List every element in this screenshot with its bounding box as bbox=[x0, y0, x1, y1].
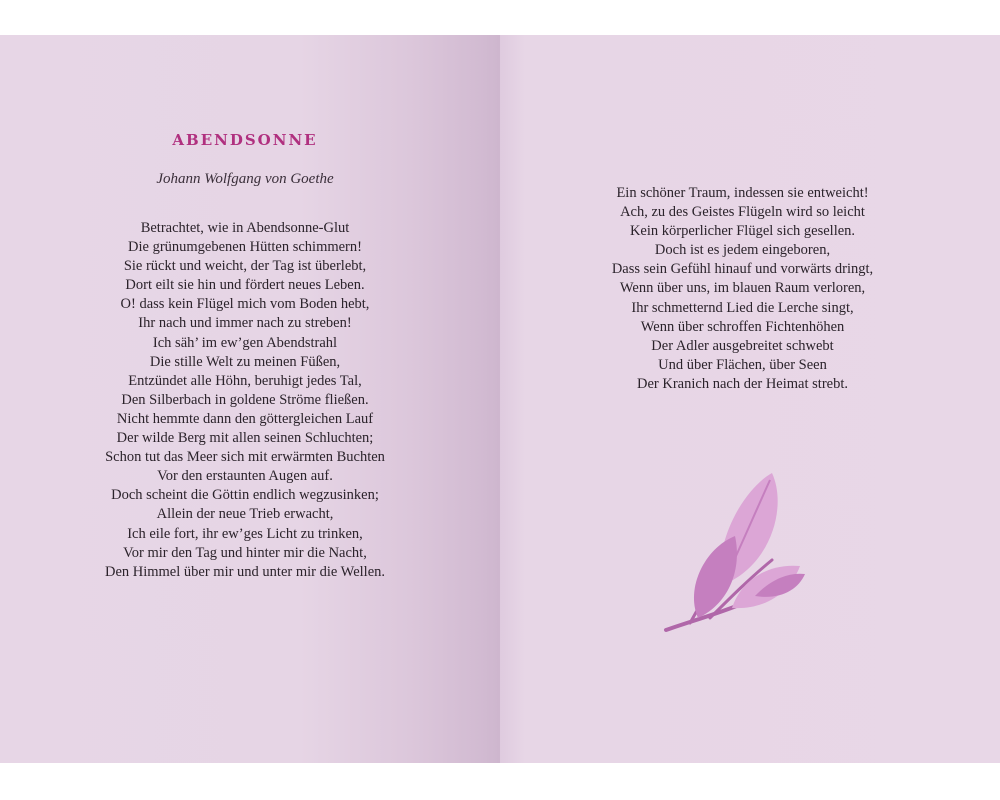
book-spread bbox=[0, 35, 1000, 763]
poem-line: Entzündet alle Höhn, beruhigt jedes Tal, bbox=[128, 372, 362, 389]
poem-title: ABENDSONNE bbox=[172, 131, 318, 149]
poem-line: O! dass kein Flügel mich vom Boden hebt, bbox=[120, 296, 370, 313]
poem-line: Ein schöner Traum, indessen sie entweicht! bbox=[616, 185, 869, 201]
poem-line: Die stille Welt zu meinen Füßen, bbox=[149, 353, 341, 370]
right-page bbox=[500, 35, 1000, 763]
poem-line: Kein körperlicher Flügel sich gesellen. bbox=[629, 223, 856, 240]
poem-line: Sie rückt und weicht, der Tag ist überlebt, bbox=[123, 258, 367, 275]
poem-line: Ich säh’ im ew’gen Abendstrahl bbox=[152, 334, 338, 351]
poem-line: Vor mir den Tag und hinter mir die Nacht, bbox=[123, 544, 367, 561]
poem-line: Wenn über schroffen Fichtenhöhen bbox=[640, 318, 845, 335]
poem-line: Nicht hemmte dann den göttergleichen Lauf bbox=[116, 410, 374, 427]
poem-line: Schon tut das Meer sich mit erwärmten Buchten bbox=[105, 449, 385, 466]
leaf-branch-icon bbox=[660, 468, 810, 643]
poem-line: Ihr schmetternd Lied die Lerche singt, bbox=[631, 299, 854, 316]
left-page bbox=[0, 35, 500, 763]
poem-line: Wenn über uns, im blauen Raum verloren, bbox=[619, 280, 866, 297]
poem-line: Der Kranich nach der Heimat strebt. bbox=[637, 375, 848, 392]
poem-line: Dort eilt sie hin und fördert neues Leben. bbox=[125, 277, 365, 294]
leaf-left bbox=[694, 536, 737, 618]
poem-line: Den Silberbach in goldene Ströme fließen. bbox=[121, 391, 369, 408]
poem-author: Johann Wolfgang von Goethe bbox=[156, 171, 334, 187]
poem-line: Doch ist es jedem eingeboren, bbox=[654, 242, 831, 259]
poem-line: Betrachtet, wie in Abendsonne-Glut bbox=[140, 220, 350, 236]
poem-line: Ich eile fort, ihr ew’ges Licht zu trinken, bbox=[127, 525, 363, 542]
poem-line: Ach, zu des Geistes Flügeln wird so leicht bbox=[620, 204, 865, 221]
poem-line: Der Adler ausgebreitet schwebt bbox=[651, 337, 834, 354]
poem-line: Ihr nach und immer nach zu streben! bbox=[138, 315, 352, 332]
poem-line: Der wilde Berg mit allen seinen Schluchten; bbox=[116, 430, 374, 447]
poem-line: Die grünumgebenen Hütten schimmern! bbox=[128, 239, 362, 256]
poem-stanza-left bbox=[0, 219, 490, 582]
poem-line: Dass sein Gefühl hinauf und vorwärts dringt, bbox=[611, 261, 874, 278]
poem-line: Den Himmel über mir und unter mir die Wellen. bbox=[104, 563, 386, 580]
poem-stanza-right bbox=[495, 184, 990, 394]
poem-line: Doch scheint die Göttin endlich wegzusinken; bbox=[111, 487, 379, 504]
poem-line: Allein der neue Trieb erwacht, bbox=[156, 506, 334, 523]
poem-line: Und über Flächen, über Seen bbox=[658, 356, 827, 373]
poem-line: Vor den erstaunten Augen auf. bbox=[157, 468, 333, 485]
